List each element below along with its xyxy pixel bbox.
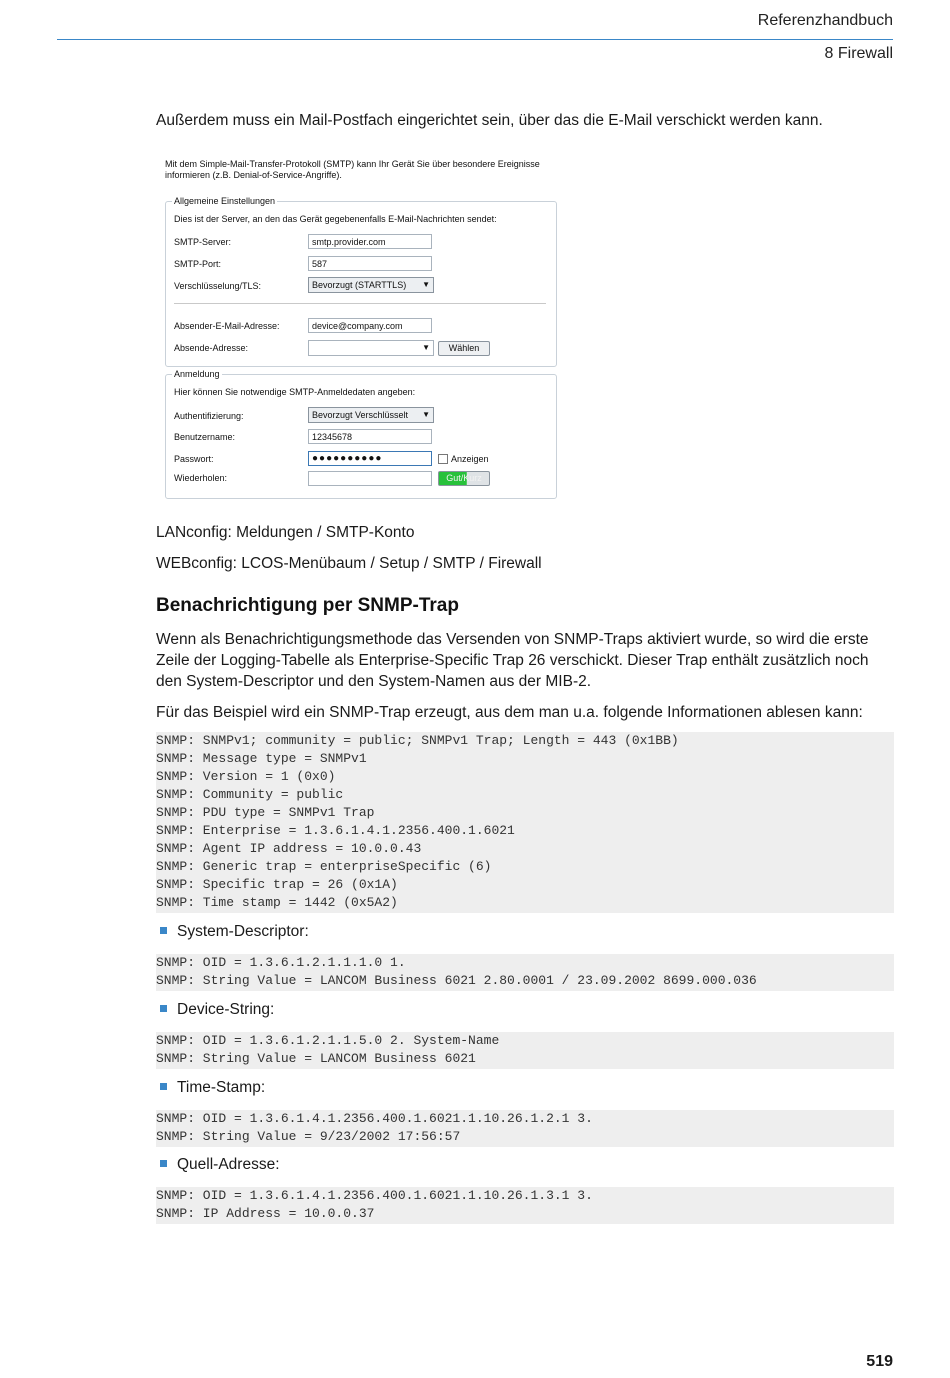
password-input[interactable]: ●●●●●●●●●● [308, 451, 432, 466]
code-line: SNMP: Time stamp = 1442 (0x5A2) [156, 895, 398, 910]
smtp-port-label: SMTP-Port: [174, 259, 222, 269]
sender-email-input[interactable]: device@company.com [308, 318, 432, 333]
source-address-code [156, 1187, 894, 1224]
device-string-code [156, 1032, 894, 1069]
sender-email-label: Absender-E-Mail-Adresse: [174, 321, 280, 331]
auth-select-value: Bevorzugt Verschlüsselt [312, 410, 409, 420]
auth-select[interactable] [308, 407, 434, 423]
encryption-label: Verschlüsselung/TLS: [174, 281, 262, 291]
dropdown-arrow-icon: ▼ [422, 280, 430, 289]
login-legend: Anmeldung [174, 369, 220, 379]
login-group [165, 369, 557, 499]
code-line: SNMP: Specific trap = 26 (0x1A) [156, 877, 398, 892]
show-password-label: Anzeigen [451, 454, 489, 464]
show-password-checkbox[interactable] [438, 454, 448, 464]
bullet-label: Device-String: [177, 1001, 275, 1018]
smtp-server-input[interactable]: smtp.provider.com [308, 234, 432, 249]
section-divider [174, 303, 546, 304]
encryption-select-value: Bevorzugt (STARTTLS) [312, 280, 407, 290]
code-line: SNMP: OID = 1.3.6.1.4.1.2356.400.1.6021.1.10.26.1.3.1 3. [156, 1188, 593, 1203]
page-number: 519 [866, 1353, 893, 1370]
bullet-square-icon [160, 927, 167, 934]
code-line: SNMP: String Value = LANCOM Business 6021 [156, 1051, 476, 1066]
password-label: Passwort: [174, 454, 214, 464]
login-desc: Hier können Sie notwendige SMTP-Anmeldedaten angeben: [174, 387, 416, 397]
general-settings-desc: Dies ist der Server, an den das Gerät gegebenenfalls E-Mail-Nachrichten sendet: [174, 214, 497, 224]
username-label: Benutzername: [174, 432, 236, 442]
section-heading: Benachrichtigung per SNMP-Trap [156, 595, 459, 616]
code-line: SNMP: OID = 1.3.6.1.2.1.1.1.0 1. [156, 955, 406, 970]
smtp-dialog-intro: Mit dem Simple-Mail-Transfer-Protokoll (SMTP) kann Ihr Gerät Sie über besondere Ereignisse informieren (z.B. Denial-of-Service-Angriffe). [165, 159, 540, 180]
smtp-server-label: SMTP-Server: [174, 237, 232, 247]
sender-address-label: Absende-Adresse: [174, 343, 249, 353]
code-line: SNMP: IP Address = 10.0.0.37 [156, 1206, 375, 1221]
smtp-settings-screenshot [160, 152, 560, 502]
code-line: SNMP: Generic trap = enterpriseSpecific (6) [156, 859, 492, 874]
code-line: SNMP: Message type = SNMPv1 [156, 751, 367, 766]
running-header-chapter: 8 Firewall [824, 45, 893, 62]
intro-paragraph: Außerdem muss ein Mail-Postfach eingerichtet sein, über das die E-Mail verschickt werden kann. [156, 112, 823, 129]
sender-address-select[interactable] [308, 340, 434, 356]
encryption-select[interactable] [308, 277, 434, 293]
running-header-title: Referenzhandbuch [757, 12, 893, 29]
bullet-label: Quell-Adresse: [177, 1156, 280, 1173]
section-paragraph-2: Für das Beispiel wird ein SNMP-Trap erzeugt, aus dem man u.a. folgende Informationen ablesen kann: [156, 704, 863, 721]
general-settings-legend: Allgemeine Einstellungen [174, 196, 276, 206]
bullet-square-icon [160, 1005, 167, 1012]
general-settings-group [165, 196, 557, 367]
time-stamp-code [156, 1110, 894, 1147]
bullet-item [160, 921, 309, 942]
bullet-square-icon [160, 1083, 167, 1090]
code-line: SNMP: String Value = LANCOM Business 6021 2.80.0001 / 23.09.2002 8699.000.036 [156, 973, 757, 988]
password-strength-indicator: Gut/Kurz [438, 471, 490, 486]
snmp-trap-code-block [156, 732, 894, 913]
bullet-square-icon [160, 1160, 167, 1167]
bullet-item [160, 999, 274, 1020]
code-line: SNMP: PDU type = SNMPv1 Trap [156, 805, 375, 820]
lanconfig-path: LANconfig: Meldungen / SMTP-Konto [156, 524, 415, 541]
bullet-item [160, 1154, 280, 1175]
bullet-label: Time-Stamp: [177, 1079, 266, 1096]
repeat-label: Wiederholen: [174, 473, 228, 483]
dropdown-arrow-icon: ▼ [422, 410, 430, 419]
repeat-password-input[interactable] [308, 471, 432, 486]
code-line: SNMP: OID = 1.3.6.1.2.1.1.5.0 2. System-Name [156, 1033, 500, 1048]
code-line: SNMP: OID = 1.3.6.1.4.1.2356.400.1.6021.1.10.26.1.2.1 3. [156, 1111, 593, 1126]
code-line: SNMP: SNMPv1; community = public; SNMPv1 Trap; Length = 443 (0x1BB) [156, 733, 679, 748]
username-input[interactable]: 12345678 [308, 429, 432, 444]
code-line: SNMP: Agent IP address = 10.0.0.43 [156, 841, 422, 856]
auth-label: Authentifizierung: [174, 411, 244, 421]
header-rule [57, 39, 893, 40]
code-line: SNMP: Enterprise = 1.3.6.1.4.1.2356.400.1.6021 [156, 823, 515, 838]
bullet-item [160, 1077, 265, 1098]
webconfig-path: WEBconfig: LCOS-Menübaum / Setup / SMTP / Firewall [156, 555, 542, 572]
code-line: SNMP: Community = public [156, 787, 344, 802]
code-line: SNMP: String Value = 9/23/2002 17:56:57 [156, 1129, 461, 1144]
smtp-port-input[interactable]: 587 [308, 256, 432, 271]
code-line: SNMP: Version = 1 (0x0) [156, 769, 336, 784]
bullet-label: System-Descriptor: [177, 923, 309, 940]
choose-button[interactable]: Wählen [438, 341, 490, 356]
section-paragraph-1: Wenn als Benachrichtigungsmethode das Versenden von SNMP-Traps aktiviert wurde, so wird die erste Zeile der Logging-Tabelle als Enterprise-Specific Trap 26 verschickt. Dieser Trap enthält zusätzlich noch den System-Descriptor und den System-Namen aus der MIB-2. [156, 631, 869, 690]
dropdown-arrow-icon: ▼ [422, 343, 430, 352]
system-descriptor-code [156, 954, 894, 991]
